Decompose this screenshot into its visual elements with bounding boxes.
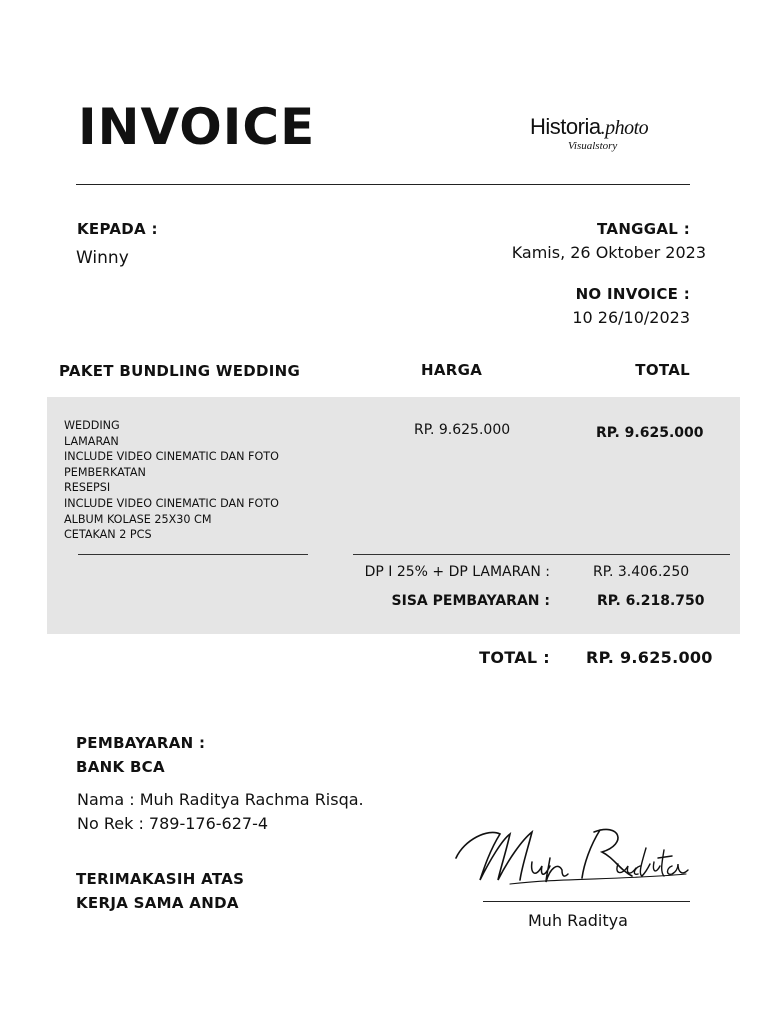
date-label: TANGGAL : — [597, 220, 690, 238]
list-item: LAMARAN — [64, 434, 119, 448]
item-price: RP. 9.625.000 — [414, 422, 511, 438]
payment-label: PEMBAYARAN : — [76, 734, 206, 752]
invoice-title: INVOICE — [78, 98, 316, 156]
signature-line — [483, 901, 690, 902]
row-divider-right — [353, 554, 730, 555]
logo-main-text: Historia — [530, 114, 601, 139]
list-item: CETAKAN 2 PCS — [64, 528, 152, 542]
list-item: WEDDING — [64, 419, 120, 432]
logo-tagline: Visualstory — [568, 140, 618, 152]
package-header: PAKET BUNDLING WEDDING — [59, 362, 301, 380]
grand-total-label: TOTAL : — [479, 648, 550, 667]
list-item: INCLUDE VIDEO CINEMATIC DAN FOTO — [64, 496, 279, 510]
item-total: RP. 9.625.000 — [596, 425, 704, 441]
recipient-name: Winny — [76, 248, 129, 268]
signer-name: Muh Raditya — [528, 911, 628, 930]
recipient-label: KEPADA : — [77, 220, 158, 238]
brand-logo — [530, 114, 670, 152]
invoice-number-value: 10 26/10/2023 — [572, 308, 690, 327]
handwritten-signature — [450, 818, 690, 898]
down-payment-value: RP. 3.406.250 — [593, 564, 690, 580]
header-divider — [76, 184, 690, 185]
row-divider-left — [78, 554, 308, 555]
date-value: Kamis, 26 Oktober 2023 — [511, 243, 706, 262]
thanks-line-2: KERJA SAMA ANDA — [76, 894, 239, 912]
invoice-number-label: NO INVOICE : — [575, 285, 690, 303]
remaining-payment-value: RP. 6.218.750 — [597, 593, 705, 609]
account-name: Nama : Muh Raditya Rachma Risqa. — [77, 790, 364, 809]
account-number: No Rek : 789-176-627-4 — [77, 814, 269, 833]
logo-suffix-text: .photo — [600, 117, 649, 139]
remaining-payment-label: SISA PEMBAYARAN : — [391, 593, 550, 609]
list-item: INCLUDE VIDEO CINEMATIC DAN FOTO — [64, 450, 279, 464]
total-header: TOTAL — [635, 361, 690, 379]
list-item: RESEPSI — [64, 481, 111, 495]
down-payment-label: DP I 25% + DP LAMARAN : — [364, 564, 550, 580]
package-item-list — [64, 418, 279, 543]
thanks-line-1: TERIMAKASIH ATAS — [76, 870, 245, 888]
payment-bank: BANK BCA — [76, 758, 165, 776]
price-header: HARGA — [421, 361, 483, 379]
list-item: PEMBERKATAN — [64, 465, 146, 479]
grand-total-value: RP. 9.625.000 — [586, 648, 713, 667]
list-item: ALBUM KOLASE 25X30 CM — [64, 512, 212, 526]
